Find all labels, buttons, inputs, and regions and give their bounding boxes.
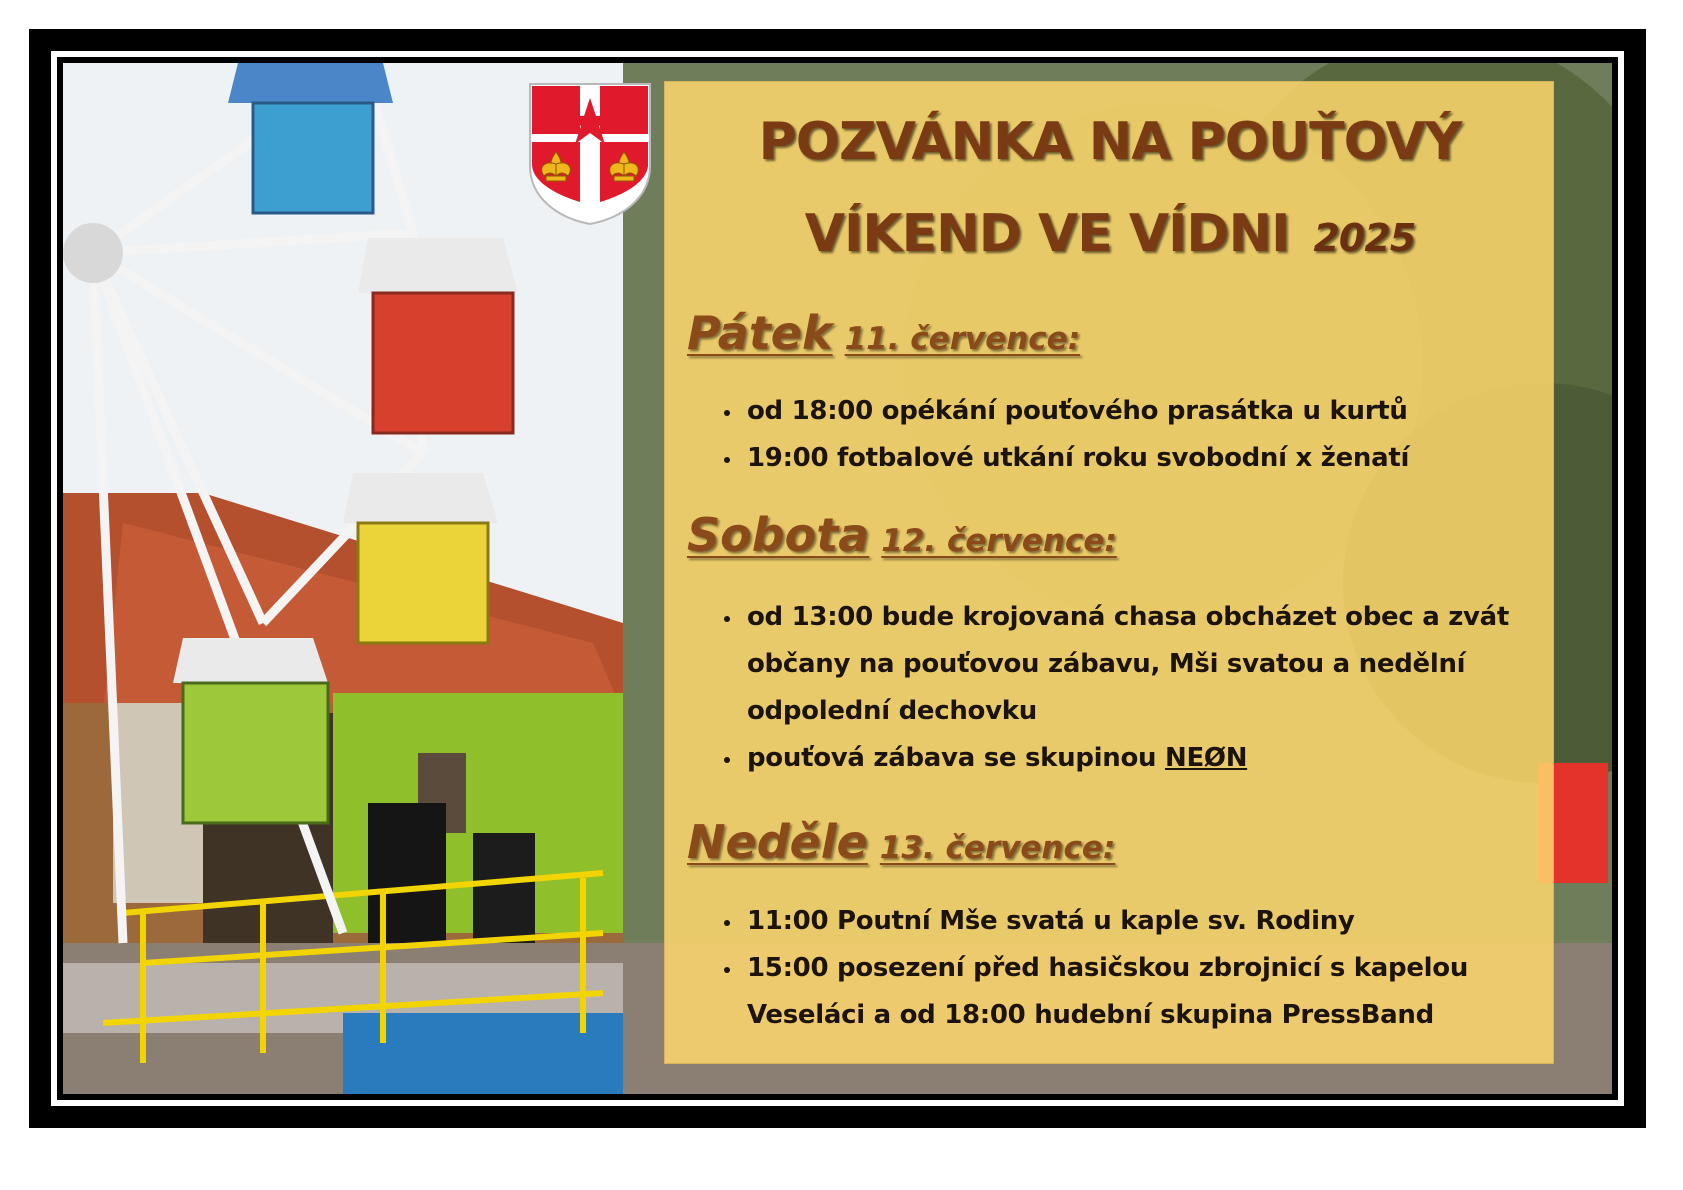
day-heading-sunday (687, 815, 1115, 869)
invitation-panel (664, 81, 1554, 1064)
band-name: NEØN (1165, 743, 1248, 773)
year: 2025 (1313, 216, 1416, 260)
day-date: 13. července: (879, 830, 1116, 866)
day-heading-friday (687, 306, 1080, 360)
title-line-2 (665, 204, 1555, 264)
list-item: • od 13:00 bude krojovaná chasa obcházet obec a zvát občany na pouťovou zábavu, Mši svatou a nedělní odpolední dechovku (743, 594, 1563, 735)
saturday-program-list (707, 594, 1563, 782)
day-date: 11. července: (844, 321, 1081, 357)
list-item: • od 18:00 opékání pouťového prasátka u kurtů (743, 388, 1563, 435)
list-item: • 19:00 fotbalové utkání roku svobodní x ženatí (743, 435, 1563, 482)
list-item (743, 735, 1563, 782)
list-item: • 15:00 posezení před hasičskou zbrojnicí s kapelou Veseláci a od 18:00 hudební skupina PressBand (743, 945, 1563, 1039)
village-coat-of-arms-icon (526, 80, 654, 226)
sunday-program-list (707, 898, 1563, 1039)
day-name: Neděle (687, 815, 868, 869)
day-name: Pátek (687, 306, 833, 360)
list-item-text: pouťová zábava se skupinou (747, 743, 1165, 773)
list-item: • 11:00 Poutní Mše svatá u kaple sv. Rodiny (743, 898, 1563, 945)
friday-program-list (707, 388, 1563, 482)
day-name: Sobota (687, 508, 870, 562)
title-line-2-text: VÍKEND VE VÍDNI (804, 204, 1290, 264)
title-line-1: POZVÁNKA NA POUŤOVÝ (758, 112, 1462, 172)
day-date: 12. července: (881, 523, 1117, 559)
day-heading-saturday (687, 508, 1117, 562)
